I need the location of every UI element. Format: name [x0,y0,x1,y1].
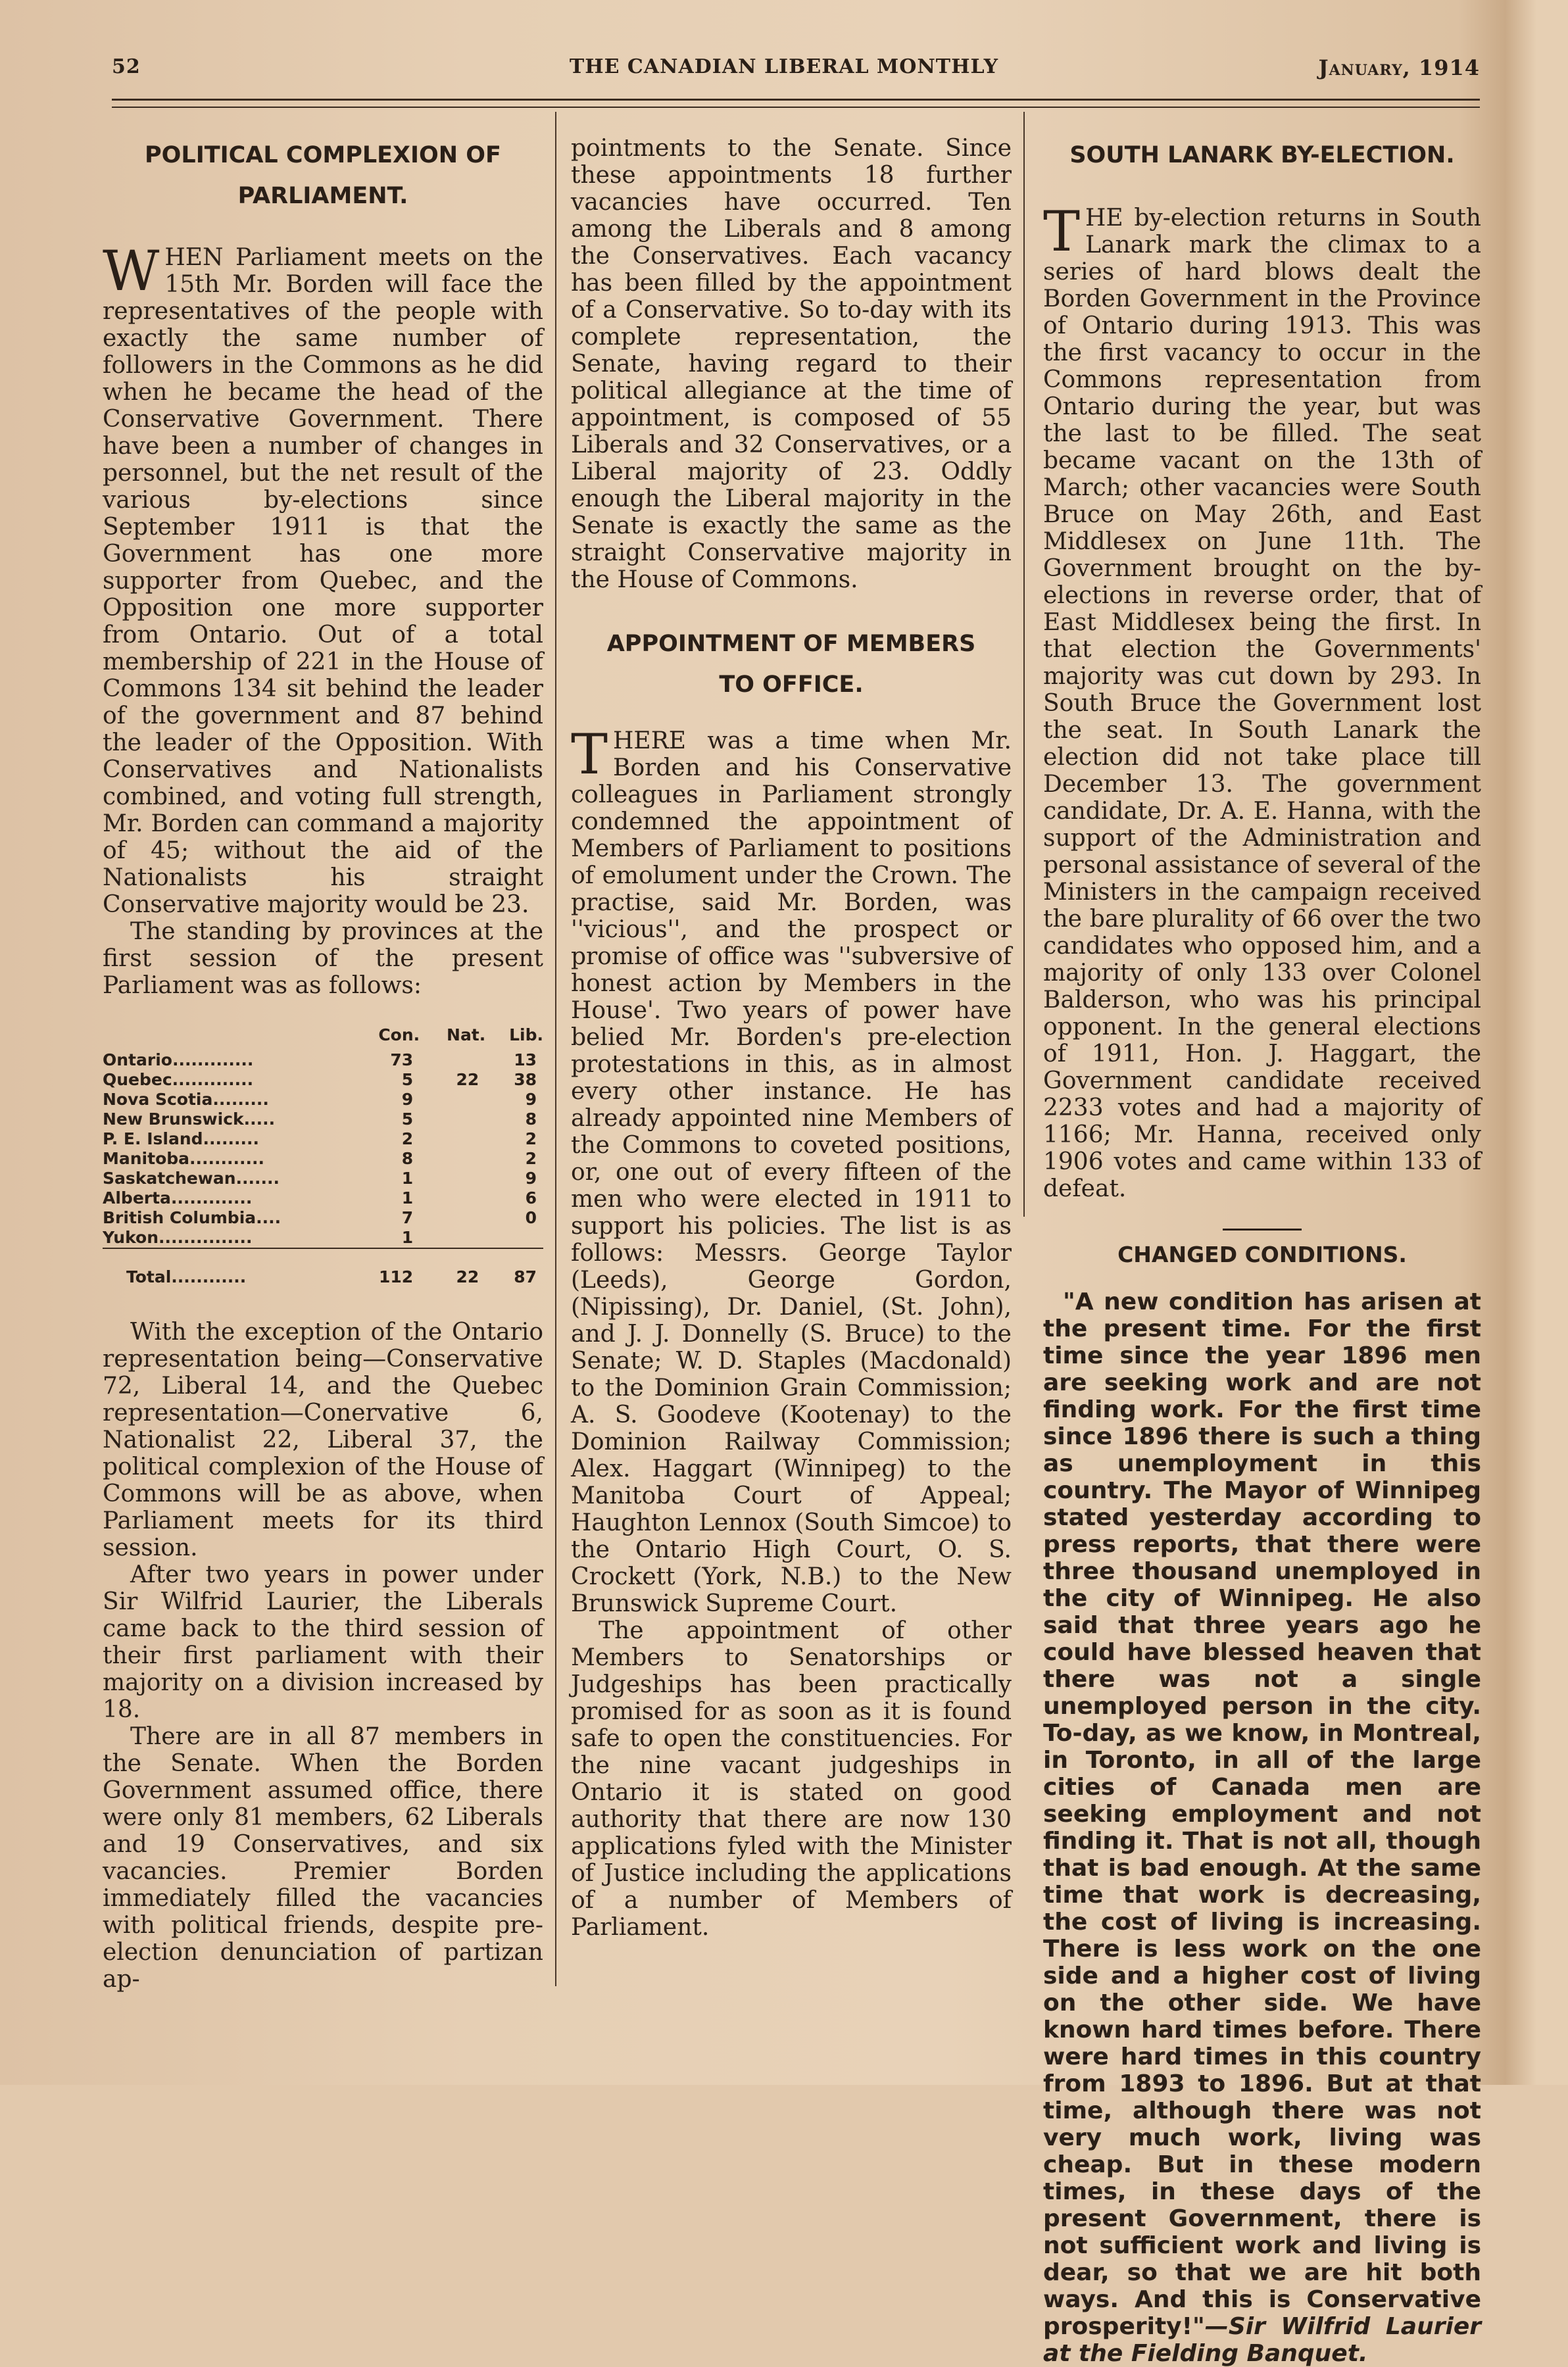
drop-cap: T [1043,199,1081,264]
article-paragraph: pointments to the Senate. Since these appointments 18 further vacancies have occurred. Ten among the Liberals and 8 among the Conservatives. Each vacancy has been filled by the appointment of a Conservative. So to-day with its complete representation, the Senate, having regard to their political allegiance at the time of appointment, is composed of 55 Liberals and 32 Conservatives, or a Liberal majority of 23. Oddly enough the Liberal majority in the Senate is exactly the same as the straight Conservative majority in the House of Commons. [571,135,1012,593]
column-divider [555,112,556,1986]
article-paragraph: THERE was a time when Mr. Borden and his Conservative colleagues in Parliament strongly condemned the appointment of Members of Parliament to positions of emolument under the Crown. The practise, said Mr. Borden, was ''vicious'', and the prospect or promise of office was ''subversive of honest action by Members in the House'. Two years of power have belied Mr. Borden's pre-election protestations in this, as in almost every other instance. He has already appointed nine Members of the Commons to coveted positions, or, one out of every fifteen of the men who were elected in 1911 to support his policies. The list is as follows: Messrs. George Taylor (Leeds), George Gordon, (Nipissing), Dr. Daniel, (St. John), and J. J. Donnelly (S. Bruce) to the Senate; W. D. Staples (Macdonald) to the Dominion Grain Commission; A. S. Goodeve (Kootenay) to the Dominion Railway Commission; Alex. Haggart (Winnipeg) to the Manitoba Court of Appeal; Haughton Lennox (South Simcoe) to the Ontario High Court, O. S. Crockett (York, N.B.) to the New Brunswick Supreme Court. [571,722,1012,1617]
header-rule [112,99,1480,101]
article-paragraph: WHEN Parliament meets on the 15th Mr. Borden will face the representatives of the people with exactly the same number of followers in the Commons as he did when he became the head of the Conservative Government. There have been a number of changes in personnel, but the net result of the various by-elections since September 1911 is that the Government has one more supporter from Quebec, and the Opposition one more supporter from Ontario. Out of a total membership of 221 in the House of Commons 134 sit behind the leader of the government and 87 behind the leader of the Opposition. With Conservatives and Nationalists combined, and voting full strength, Mr. Borden can command a majority of 45; without the aid of the Nationalists his straight Conservative majority would be 23. [103,239,543,918]
issue-date: January, 1914 [1318,55,1480,80]
table-row: P. E. Island......... 2 2 [103,1129,537,1148]
table-row: Alberta............. 1 6 [103,1188,537,1208]
table-row: Quebec............. 5 22 38 [103,1070,537,1089]
article-paragraph: The appointment of other Members to Senatorships or Judgeships has been practically promised for as soon as it is found safe to open the constituencies. For the nine vacant judgeships in Ontario it is stated on good authority that there are now 130 applications fyled with the Minister of Justice including the applications of a number of Members of Parliament. [571,1617,1012,1941]
drop-cap: W [103,239,160,303]
table-row: Yukon............... 1 [103,1228,414,1247]
quote-attribution: —Sir Wilfrid Laurier at the Fielding Banquet. [1043,2313,1481,2367]
article-paragraph: After two years in power under Sir Wilfrid Laurier, the Liberals came back to the third session of their first parliament with their majority on a division increased by 18. [103,1561,543,1723]
column-right [1043,135,1481,2367]
column-middle [571,135,1012,1941]
article-title: SOUTH LANARK BY-ELECTION. [1069,142,1455,168]
article-paragraph: There are in all 87 members in the Senate. When the Borden Government assumed office, there were only 81 members, 62 Liberals and 19 Conservatives, and six vacancies. Premier Borden immediately filled the vacancies with political friends, despite pre-election denunciation of partizan ap- [103,1723,543,1993]
table-header: Con. [378,1025,420,1044]
table-header: Nat. [447,1025,486,1044]
column-left [103,135,543,1993]
table-header: Lib. [509,1025,543,1044]
quote-paragraph: "A new condition has arisen at the present time. For the first time since the year 1896 men are seeking work and are not finding work. For the first time since 1896 there is such a thing as unemployment in this country. The Mayor of Winnipeg stated yesterday according to press reports, that there were three thousand unemployed in the city of Winnipeg. He also said that three years ago he could have blessed heaven that there was not a single unemployed person in the city. To-day, as we know, in Montreal, in Toronto, in all of the large cities of Canada men are seeking employment and not finding it. That is not all, though that is bad enough. At the same time that work is decreasing, the cost of living is increasing. There is less work on the one side and a higher cost of living on the other side. We have known hard times before. There were hard times in this country from 1893 to 1896. But at that time, although there was not very much work, living was cheap. But in these modern times, in these days of the present Government, there is not sufficient work and living is dear, so that we are hit both ways. And this is Conservative prosperity!"—Sir Wilfrid Laurier at the Fielding Banquet. [1043,1288,1481,2367]
article-paragraph: The standing by provinces at the first session of the present Parliament was as follows: [103,918,543,999]
standings-table [103,1025,543,1287]
article-title: CHANGED CONDITIONS. [1117,1242,1407,1267]
drop-cap: T [571,722,608,787]
article-title: TO OFFICE. [719,671,864,698]
table-row: Nova Scotia......... 9 9 [103,1090,537,1109]
magazine-title: THE CANADIAN LIBERAL MONTHLY [569,55,999,78]
article-title: POLITICAL COMPLEXION OF PARLIAMENT. [145,142,501,209]
table-header [103,1025,350,1050]
article-title: APPOINTMENT OF MEMBERS [606,631,976,657]
table-row: Manitoba............ 8 2 [103,1149,537,1168]
table-row: Saskatchewan....... 1 9 [103,1169,537,1188]
table-row: Ontario............. 73 13 [103,1050,537,1069]
article-paragraph: THE by-election returns in South Lanark mark the climax to a series of hard blows dealt the Borden Government in the Province of Ontario during 1913. This was the first vacancy to occur in the Commons representation from Ontario during the year, but was the last to be filled. The seat became vacant on the 13th of March; other vacancies were South Bruce on May 26th, and East Middlesex on June 11th. The Government brought on the by-elections in reverse order, that of East Middlesex being the first. In that election the Governments' majority was cut down by 293. In South Bruce the Government lost the seat. In South Lanark the election did not take place till December 13. The government candidate, Dr. A. E. Hanna, with the support of the Administration and personal assistance of several of the Ministers in the campaign received the bare plurality of 66 over the two candidates who opposed him, and a majority of only 133 over Colonel Balderson, who was his principal opponent. In the general elections of 1911, Hon. J. Haggart, the Government candidate received 2233 votes and had a majority of 1166; Mr. Hanna, received only 1906 votes and came within 133 of defeat. [1043,199,1481,1202]
page-number: 52 [112,55,141,78]
table-row: New Brunswick..... 5 8 [103,1110,537,1129]
header-rule-thin [112,107,1480,108]
table-row: British Columbia.... 7 0 [103,1208,537,1227]
table-total-row: Total............ 112 22 87 [103,1248,543,1287]
section-separator [1223,1229,1302,1231]
column-divider [1023,112,1025,1217]
article-paragraph: With the exception of the Ontario representation being—Conservative 72, Liberal 14, and the Quebec representation—Conervative 6, Nationalist 22, Liberal 37, the political complexion of the House of Commons will be as above, when Parliament meets for its third session. [103,1319,543,1561]
